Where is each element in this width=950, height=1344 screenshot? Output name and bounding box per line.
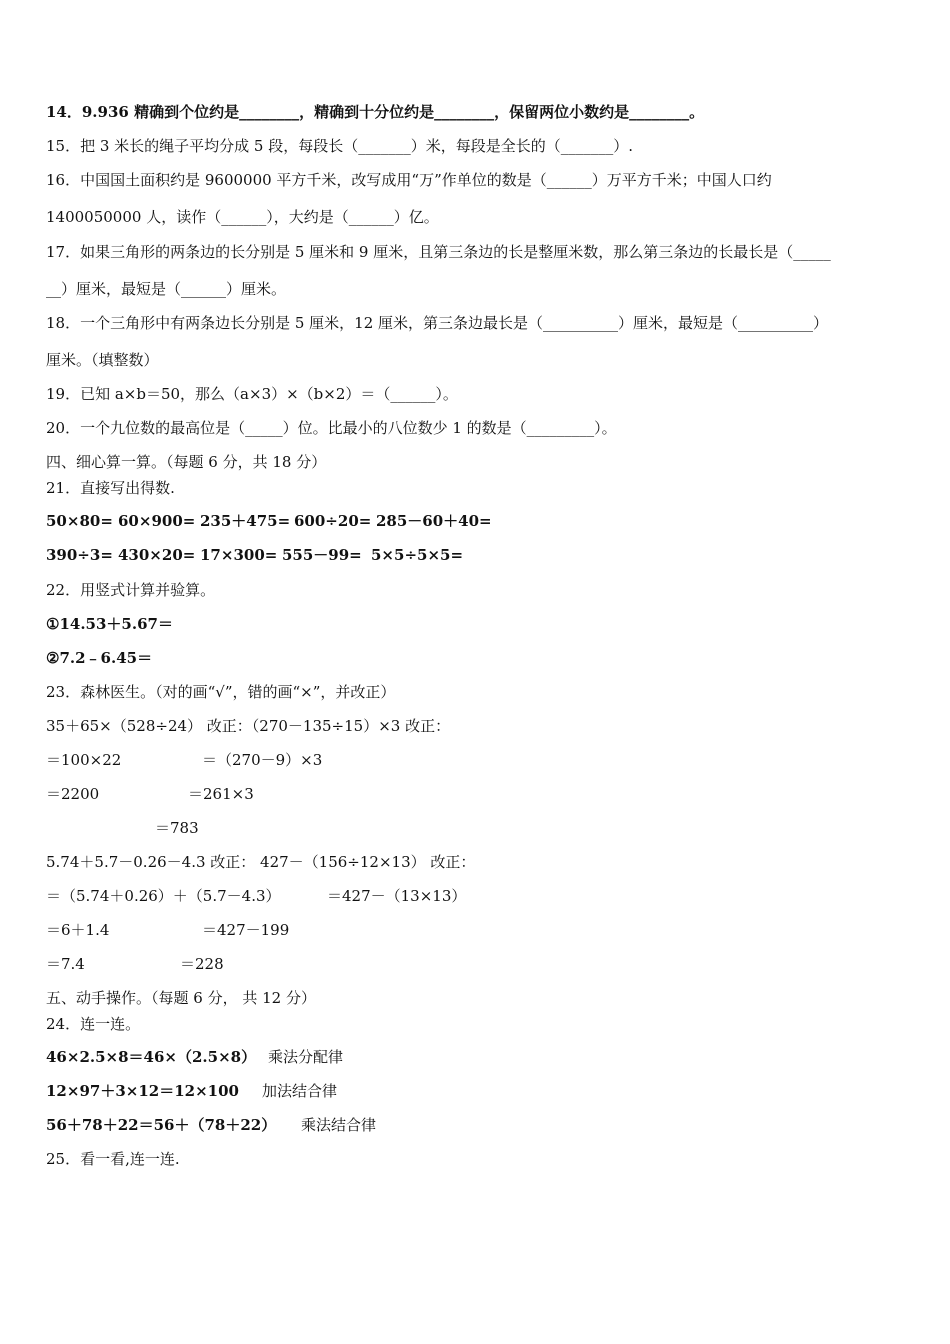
question-22-item-2: ②7.2﹣6.45＝ <box>46 649 153 667</box>
question-17-line-2: __）厘米，最短是（______）厘米。 <box>46 280 287 298</box>
q21-row1-item: 600÷20= <box>294 512 372 530</box>
question-18-line-2: 厘米。（填整数） <box>46 351 159 369</box>
q21-row2-item: 5×5÷5×5= <box>371 546 464 564</box>
question-22-item-1: ①14.53＋5.67＝ <box>46 615 173 633</box>
q23-problem-b-line-2: ＝（5.74＋0.26）＋（5.7－4.3） <box>46 887 281 905</box>
q24-law: 乘法结合律 <box>301 1116 377 1134</box>
q23-problem-b-line-2-right: ＝427－（13×13） <box>327 887 467 905</box>
question-16-line-2: 1400050000 人，读作（______），大约是（______）亿。 <box>46 208 439 226</box>
q21-row1-item: 235＋475= <box>200 512 291 530</box>
q23-problem-a-line-2-right: ＝（270－9）×3 <box>202 751 323 769</box>
q23-problem-a-line-3: ＝2200 <box>46 785 100 803</box>
question-21: 21．直接写出得数. <box>46 479 175 497</box>
q21-row2-item: 555－99= <box>282 546 362 564</box>
q21-row2-item: 430×20= <box>118 546 196 564</box>
q23-problem-b-line-4-right: ＝228 <box>180 955 224 973</box>
q23-problem-a-line-4-right: ＝783 <box>155 819 199 837</box>
q23-problem-b-line-3-right: ＝427－199 <box>202 921 290 939</box>
q24-expression: 46×2.5×8＝46×（2.5×8） <box>46 1048 257 1066</box>
section-5-heading: 五、动手操作。（每题 6 分， 共 12 分） <box>46 989 316 1007</box>
q23-problem-b-line-3: ＝6＋1.4 <box>46 921 110 939</box>
q23-problem-b-line-4: ＝7.4 <box>46 955 85 973</box>
question-23: 23．森林医生。（对的画“√”，错的画“×”，并改正） <box>46 683 396 701</box>
question-16-line-1: 16．中国国土面积约是 9600000 平方千米，改写成用“万”作单位的数是（______）万平方千米；中国人口约 <box>46 171 772 189</box>
q24-law: 乘法分配律 <box>268 1048 344 1066</box>
q21-row1-item: 50×80= <box>46 512 113 530</box>
question-20: 20．一个九位数的最高位是（_____）位。比最小的八位数少 1 的数是（_________）。 <box>46 419 617 437</box>
q21-row1-item: 60×900= <box>118 512 196 530</box>
q23-problem-b-line-1: 5.74＋5.7－0.26－4.3 改正： 427－（156÷12×13） 改正： <box>46 853 476 871</box>
q23-problem-a-line-1: 35＋65×（528÷24） 改正：（270－135÷15）×3 改正： <box>46 717 451 735</box>
question-18-line-1: 18．一个三角形中有两条边长分别是 5 厘米，12 厘米，第三条边最长是（__________）厘米，最短是（__________） <box>46 314 829 332</box>
question-25: 25．看一看,连一连. <box>46 1150 180 1168</box>
question-14: 14．9.936 精确到个位约是________，精确到十分位约是________，保留两位小数约是________。 <box>46 103 705 121</box>
q23-problem-a-line-3-right: ＝261×3 <box>188 785 254 803</box>
question-22: 22．用竖式计算并验算。 <box>46 581 216 599</box>
section-4-heading: 四、细心算一算。（每题 6 分，共 18 分） <box>46 453 327 471</box>
q24-expression: 12×97＋3×12＝12×100 <box>46 1082 239 1100</box>
question-24: 24．连一连。 <box>46 1015 141 1033</box>
q21-row2-item: 17×300= <box>200 546 278 564</box>
q24-law: 加法结合律 <box>262 1082 338 1100</box>
q21-row1-item: 285－60＋40= <box>376 512 492 530</box>
question-19: 19．已知 a×b＝50，那么（a×3）×（b×2）＝（______）。 <box>46 385 458 403</box>
q23-problem-a-line-2: ＝100×22 <box>46 751 122 769</box>
question-15: 15．把 3 米长的绳子平均分成 5 段，每段长（_______）米，每段是全长的（_______）. <box>46 137 634 155</box>
q24-expression: 56＋78＋22＝56＋（78＋22） <box>46 1116 277 1134</box>
question-17-line-1: 17．如果三角形的两条边的长分别是 5 厘米和 9 厘米，且第三条边的长是整厘米数，那么第三条边的长最长是（_____ <box>46 243 831 261</box>
q21-row2-item: 390÷3= <box>46 546 113 564</box>
